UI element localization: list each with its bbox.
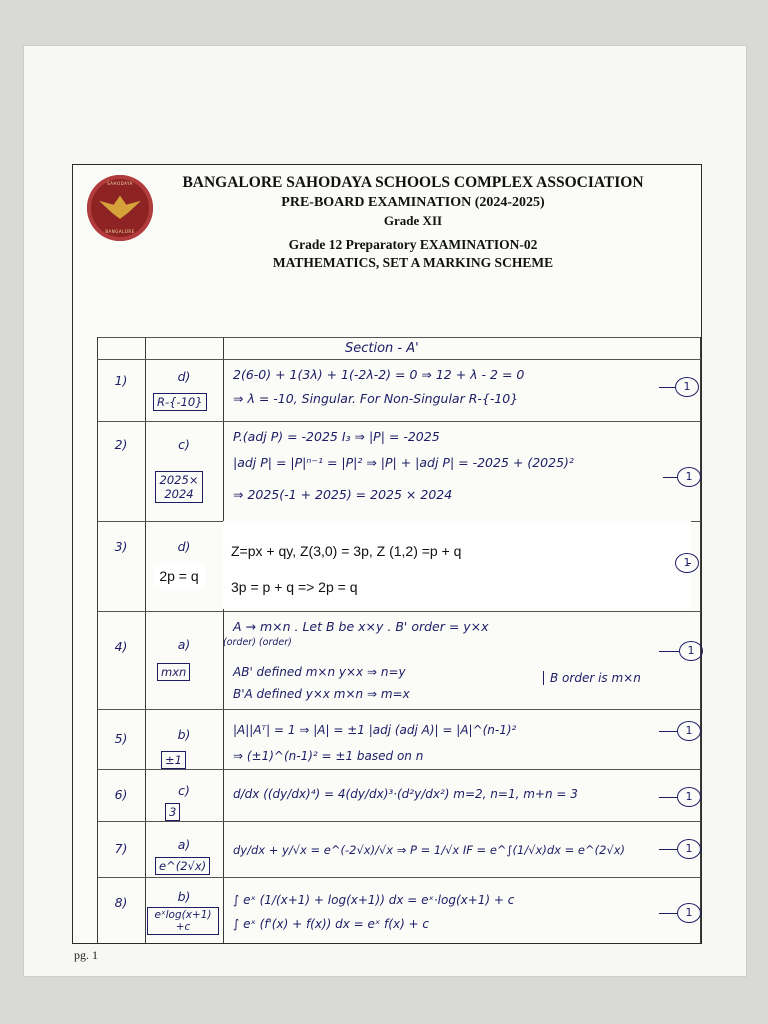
table-col-rule (145, 337, 146, 943)
solution-line: ⇒ λ = -10, Singular. For Non-Singular R-{-10} (233, 391, 519, 406)
mark-badge: 1 (677, 721, 701, 741)
answer-box: e^(2√x) (155, 857, 210, 875)
answer-box: R-{-10} (153, 393, 207, 411)
mark-pointer (659, 849, 677, 850)
solution-line: dy/dx + y/√x = e^(-2√x)/√x ⇒ P = 1/√x IF = e^∫(1/√x)dx = e^(2√x) (233, 843, 626, 857)
mark-badge: 1 (677, 787, 701, 807)
table-rule (97, 611, 701, 612)
mark-badge: 1 (677, 903, 701, 923)
solution-line: B'A defined y×x m×n ⇒ m=x (233, 687, 410, 701)
solution-line: ⇒ (±1)^(n-1)² = ±1 based on n (233, 749, 424, 763)
solution-line: AB' defined m×n y×x ⇒ n=y (233, 665, 406, 679)
exam-title: PRE-BOARD EXAMINATION (2024-2025) (281, 195, 545, 210)
marking-scheme-page (72, 164, 702, 944)
question-option: b) (177, 889, 191, 904)
mark-badge: 1 (677, 839, 701, 859)
emblem-lettering-bottom: BANGALORE (105, 229, 135, 234)
table-rule (97, 769, 701, 770)
table-rule (97, 421, 701, 422)
table-col-rule (97, 337, 98, 943)
solution-note: B order is m×n (543, 671, 641, 685)
solution-line: 3p = p + q => 2p = q (231, 579, 358, 595)
solution-line: P.(adj P) = -2025 I₃ ⇒ |P| = -2025 (233, 429, 440, 444)
question-option: c) (178, 783, 190, 798)
question-number: 6) (114, 787, 128, 802)
paper-sheet (24, 46, 746, 976)
question-number: 4) (114, 639, 128, 654)
mark-pointer (659, 731, 677, 732)
table-rule (97, 709, 701, 710)
subject-title: MATHEMATICS, SET A MARKING SCHEME (272, 255, 554, 270)
solution-line: ∫ eˣ (f'(x) + f(x)) dx = eˣ f(x) + c (233, 917, 430, 931)
preparatory-title: Grade 12 Preparatory EXAMINATION-02 (288, 237, 538, 252)
question-number: 3) (114, 539, 128, 554)
grade-label: Grade XII (383, 213, 443, 228)
solution-line: 2(6-0) + 1(3λ) + 1(-2λ-2) = 0 ⇒ 12 + λ - 2 = 0 (233, 367, 525, 382)
solution-line: ∫ eˣ (1/(x+1) + log(x+1)) dx = eˣ·log(x+1) + c (233, 893, 515, 907)
solution-line: d/dx ((dy/dx)⁴) = 4(dy/dx)³·(d²y/dx²) m=2, n=1, m+n = 3 (233, 787, 578, 801)
mark-badge: 1 (675, 377, 699, 397)
question-option: c) (178, 437, 190, 452)
page-number: pg. 1 (74, 948, 98, 962)
mark-pointer (659, 651, 679, 652)
mark-badge: 1 (679, 641, 703, 661)
mark-pointer (659, 797, 677, 798)
question-number: 5) (114, 731, 128, 746)
solution-line: |A||Aᵀ| = 1 ⇒ |A| = ±1 |adj (adj A)| = |A|^(n-1)² (233, 723, 517, 737)
solution-line: A → m×n . Let B be x×y . B' order = y×x (233, 619, 489, 634)
answer-box: mxn (157, 663, 190, 681)
table-rule (97, 359, 701, 360)
emblem-lettering-top: SAHODAYA (107, 181, 133, 186)
solution-line: |adj P| = |P|ⁿ⁻¹ = |P|² ⇒ |P| + |adj P| = -2025 + (2025)² (233, 455, 574, 470)
table-rule (97, 337, 701, 338)
table-rule (97, 821, 701, 822)
question-number: 1) (114, 373, 128, 388)
question-option: a) (177, 637, 191, 652)
mark-pointer (659, 913, 677, 914)
solution-line: ⇒ 2025(-1 + 2025) = 2025 × 2024 (233, 487, 453, 502)
question-number: 2) (114, 437, 128, 452)
answer-box: 2p = q (153, 563, 205, 589)
section-heading: Section - A' (345, 341, 419, 356)
mark-pointer (659, 387, 675, 388)
association-title: BANGALORE SAHODAYA SCHOOLS COMPLEX ASSOCIATION (182, 174, 644, 191)
question-option: a) (177, 837, 191, 852)
question-number: 8) (114, 895, 128, 910)
answer-box: 3 (165, 803, 180, 821)
question-option: d) (177, 369, 191, 384)
solution-note: (order) (order) (223, 637, 292, 648)
answer-box: eˣlog(x+1) +c (147, 907, 219, 935)
question-number: 7) (114, 841, 128, 856)
answer-box: 2025× 2024 (155, 471, 203, 503)
mark-pointer (663, 477, 677, 478)
typed-solution-patch (223, 521, 691, 609)
table-rule (97, 877, 701, 878)
question-option: d) (177, 539, 191, 554)
solution-line: Z=px + qy, Z(3,0) = 3p, Z (1,2) =p + q (231, 543, 462, 559)
answer-box: ±1 (161, 751, 186, 769)
mark-badge: 1 (675, 553, 699, 573)
mark-badge: 1 (677, 467, 701, 487)
question-option: b) (177, 727, 191, 742)
